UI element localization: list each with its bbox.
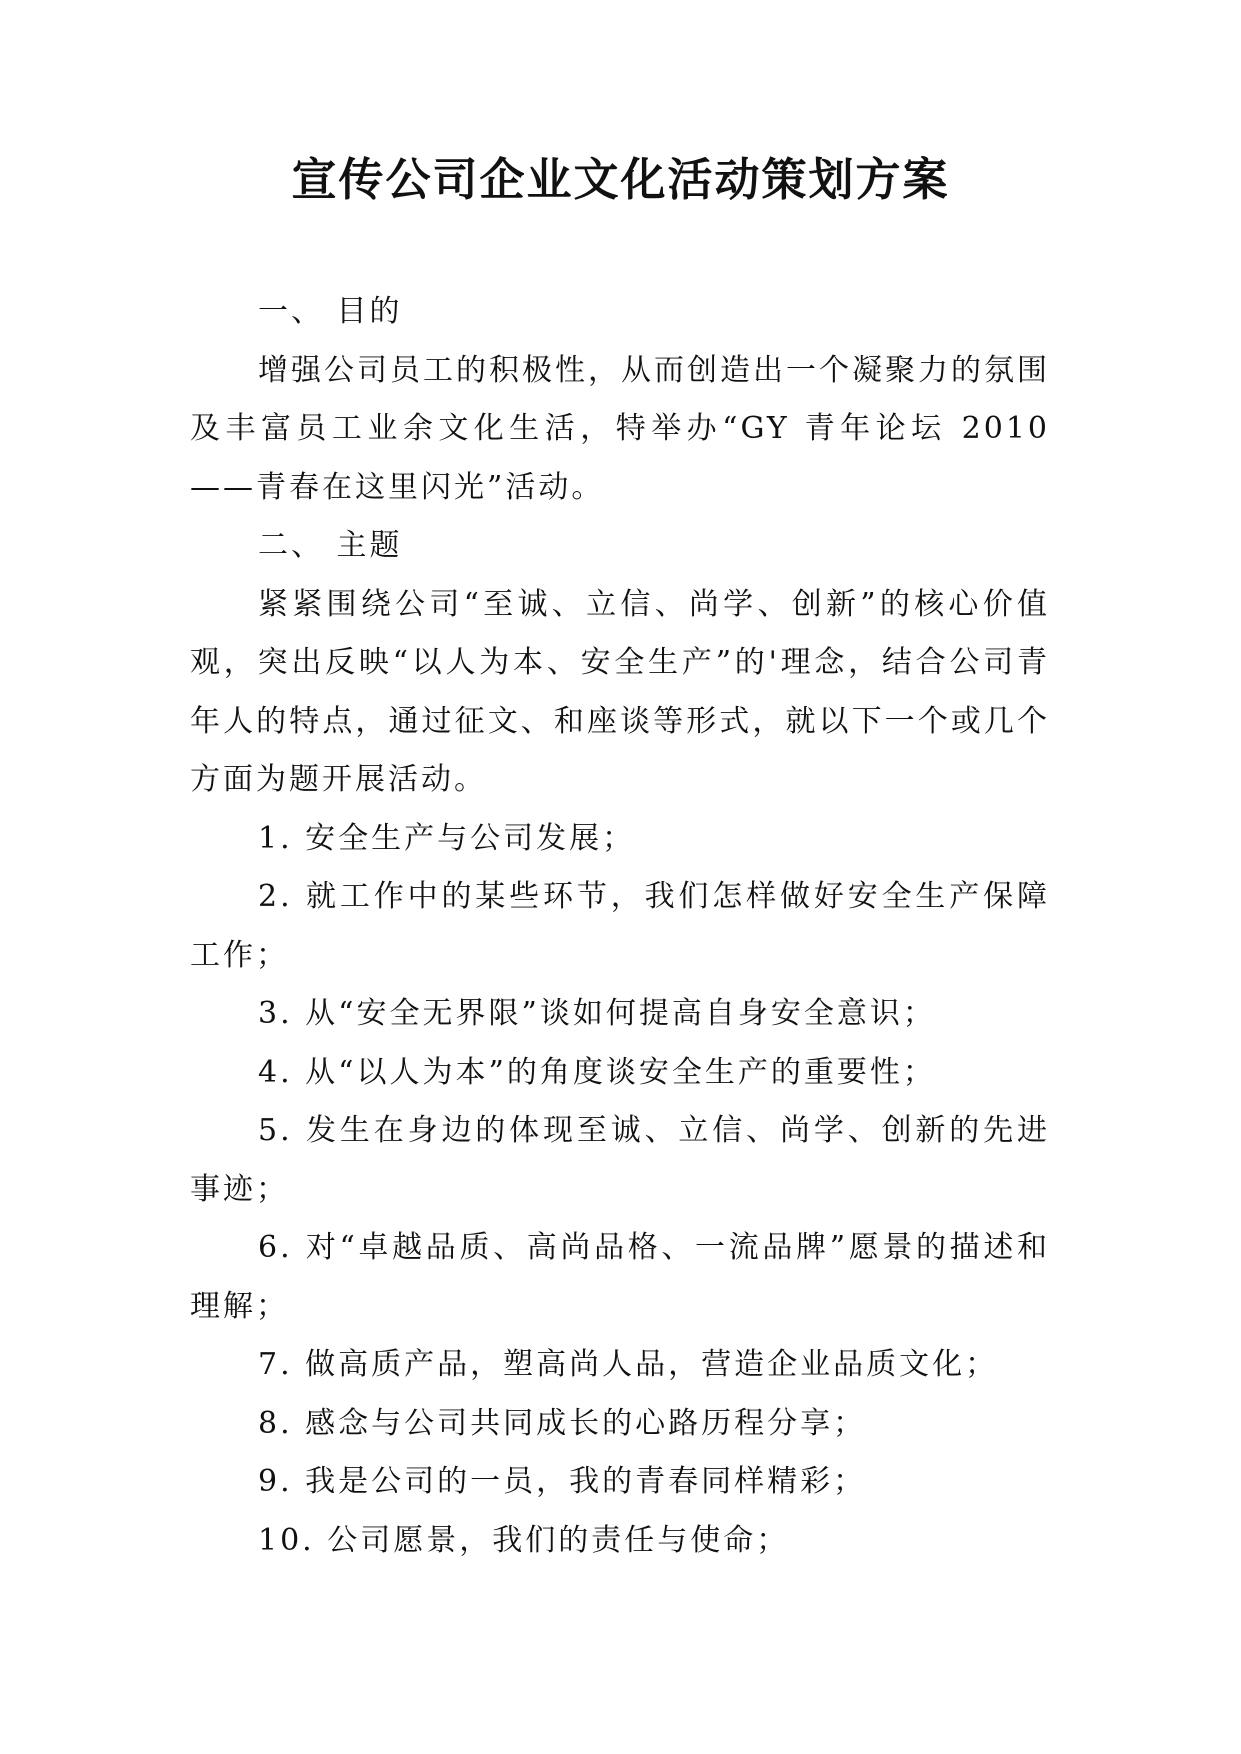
paragraph-theme: 紧紧围绕公司“至诚、立信、尚学、创新”的核心价值观，突出反映“以人为本、安全生产”的'理念，结合公司青年人的特点，通过征文、和座谈等形式，就以下一个或几个方面为题开展活动。 [190,586,1050,797]
paragraph-purpose: 增强公司员工的积极性，从而创造出一个凝聚力的氛围及丰富员工业余文化生活，特举办“GY 青年论坛 2010——青春在这里闪光”活动。 [190,352,1050,505]
section-heading-theme: 二、 主题 [258,528,403,563]
list-item-10: 10. 公司愿景，我们的责任与使命； [258,1522,790,1558]
list-item-2: 2. 就工作中的某些环节，我们怎样做好安全生产保障工作； [190,879,1050,973]
list-item-8: 8. 感念与公司共同成长的心路历程分享； [258,1405,867,1441]
list-item-4: 4. 从“以人为本”的角度谈安全生产的重要性； [258,1054,936,1090]
document-body [190,283,1050,1570]
list-item-9: 9. 我是公司的一员，我的青春同样精彩； [258,1464,867,1499]
list-item-7: 7. 做高质产品，塑高尚人品，营造企业品质文化； [258,1347,999,1382]
list-item-6: 6. 对“卓越品质、高尚品格、一流品牌”愿景的描述和理解； [190,1230,1050,1324]
list-item-3: 3. 从“安全无界限”谈如何提高自身安全意识； [258,996,936,1031]
list-item-5: 5. 发生在身边的体现至诚、立信、尚学、创新的先进事迹； [190,1113,1050,1207]
list-item-1: 1. 安全生产与公司发展； [258,820,636,856]
section-heading-purpose: 一、 目的 [258,294,403,329]
document-title: 宣传公司企业文化活动策划方案 [291,153,950,206]
